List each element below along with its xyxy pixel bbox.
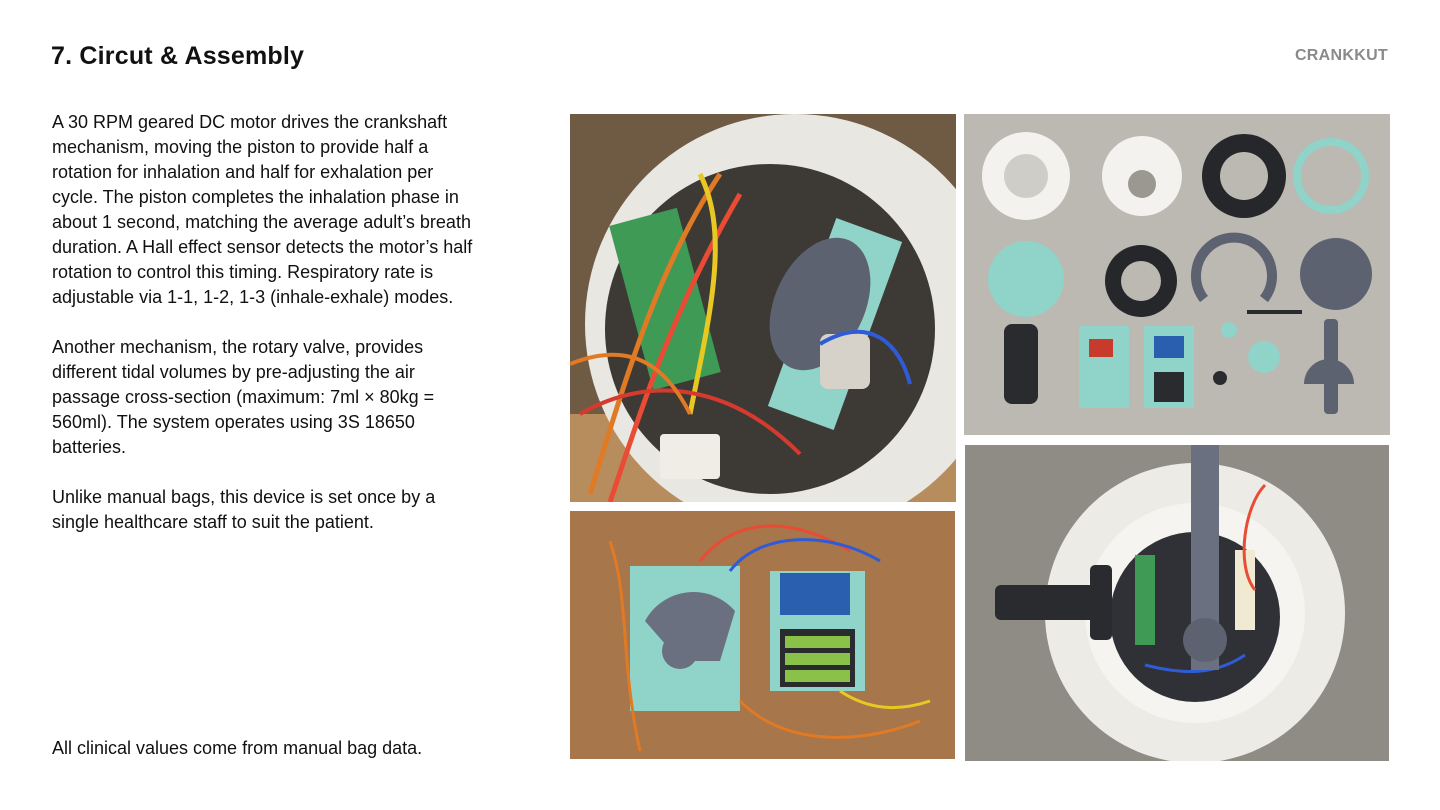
paragraph-valve: Another mechanism, the rotary valve, provides different tidal volumes by pre-adjusting the air passage cross-section (maximum: 7ml × 80kg = 560ml). The system operates using 3S 18650 batteries. xyxy=(52,337,435,457)
paragraph-motor: A 30 RPM geared DC motor drives the crankshaft mechanism, moving the piston to provide half a rotation for inhalation and half for exhalation per cycle. The piston completes the inhalation phase in about 1 second, matching the average adult’s breath duration. A Hall effect sensor detects the motor’s half rotation to control this timing. Respiratory rate is adjustable via 1-1, 1-2, 1-3 (inhale-exhale) modes. xyxy=(52,112,473,307)
photo-internal-wiring xyxy=(570,114,956,502)
photo-disassembled-parts xyxy=(964,114,1390,435)
photo-assembled-device xyxy=(965,445,1389,761)
paragraph-setup: Unlike manual bags, this device is set once by a single healthcare staff to suit the patient. xyxy=(52,487,436,532)
photo-electronics-boards xyxy=(570,511,955,759)
footnote: All clinical values come from manual bag data. xyxy=(52,738,423,758)
brand-name: CRANKKUT xyxy=(1294,47,1388,64)
page-title: 7. Circut & Assembly xyxy=(51,42,305,70)
description xyxy=(52,110,482,560)
